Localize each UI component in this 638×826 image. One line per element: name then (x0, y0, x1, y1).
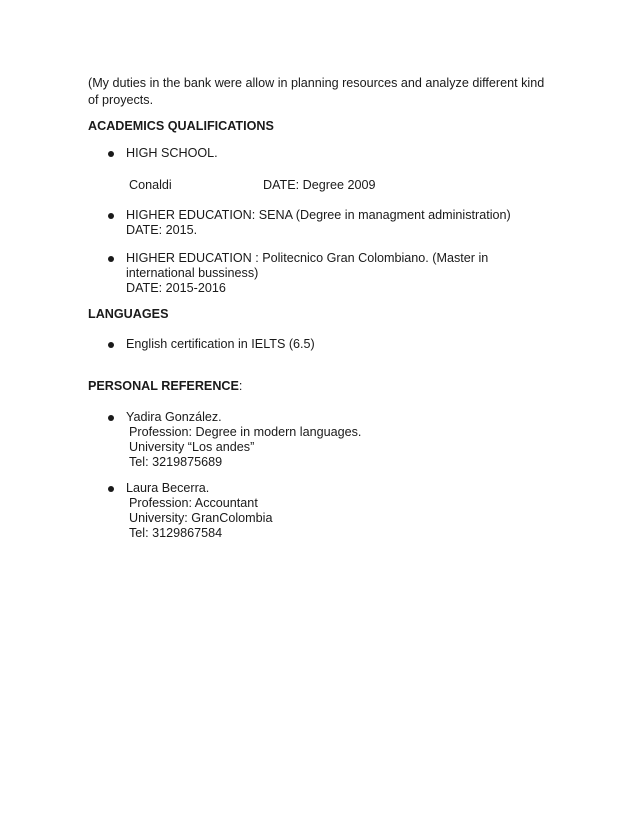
languages-heading: LANGUAGES (88, 307, 169, 321)
reference-2-name: Laura Becerra. (126, 481, 210, 495)
bullet-icon (108, 486, 114, 492)
reference-2-university: University: GranColombia (129, 511, 273, 525)
intro-line-1: (My duties in the bank were allow in planning resources and analyze different kind (88, 76, 545, 90)
reference-1-tel: Tel: 3219875689 (129, 455, 223, 469)
bullet-icon (108, 415, 114, 421)
reference-2-tel: Tel: 3129867584 (129, 526, 223, 540)
references-heading-colon: : (238, 379, 243, 393)
reference-2-profession: Profession: Accountant (129, 496, 258, 510)
references-heading-row (88, 378, 242, 396)
references-heading: PERSONAL REFERENCE (88, 379, 239, 393)
intro-line-2: of proyects. (88, 93, 154, 107)
academics-item-3-line-2: international bussiness) (126, 266, 259, 280)
bullet-icon (108, 151, 114, 157)
academics-item-3-line-3: DATE: 2015-2016 (126, 281, 226, 295)
bullet-icon (108, 342, 114, 348)
academics-item-2-line-1: HIGHER EDUCATION: SENA (Degree in managment administration) (126, 208, 511, 222)
academics-heading: ACADEMICS QUALIFICATIONS (88, 119, 274, 133)
academics-item-1-title: HIGH SCHOOL. (126, 146, 218, 160)
reference-1-name: Yadira González. (126, 410, 222, 424)
bullet-icon (108, 213, 114, 219)
academics-item-3-line-1: HIGHER EDUCATION : Politecnico Gran Colombiano. (Master in (126, 251, 489, 265)
languages-item-1: English certification in IELTS (6.5) (126, 337, 315, 351)
academics-item-1-school: Conaldi (129, 178, 172, 192)
bullet-icon (108, 256, 114, 262)
academics-item-1-date: DATE: Degree 2009 (263, 178, 376, 192)
reference-1-profession: Profession: Degree in modern languages. (129, 425, 362, 439)
academics-item-2-line-2: DATE: 2015. (126, 223, 198, 237)
reference-1-university: University “Los andes” (129, 440, 255, 454)
